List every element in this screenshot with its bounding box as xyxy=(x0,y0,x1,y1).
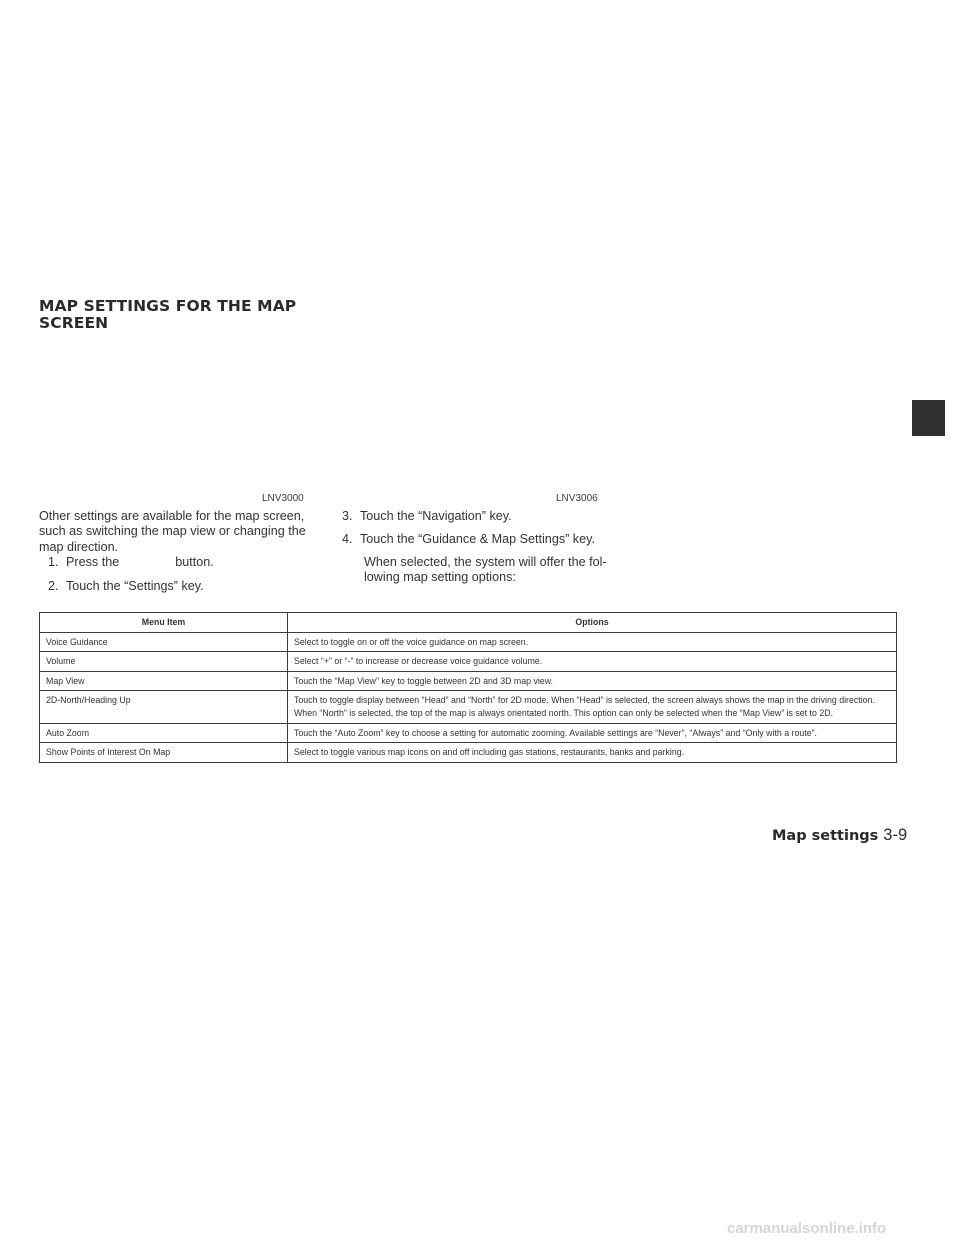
step-number: 4. xyxy=(342,532,353,547)
step-3-text: Touch the “Navigation” key. xyxy=(360,509,512,523)
menu-item-cell: Volume xyxy=(40,652,288,672)
option-cell: Touch the “Map View” key to toggle between 2D and 3D map view. xyxy=(288,671,897,691)
step-1 xyxy=(39,555,319,570)
step-2-text: Touch the “Settings” key. xyxy=(66,578,204,593)
table-row xyxy=(40,652,897,672)
footer-page-number: 3-9 xyxy=(883,826,908,844)
step-3 xyxy=(342,509,642,524)
section-heading-line-2: SCREEN xyxy=(39,314,109,332)
figure-code-right: LNV3006 xyxy=(556,493,598,504)
menu-item-cell: 2D-North/Heading Up xyxy=(40,691,288,723)
step-4-note: When selected, the system will offer the fol- lowing map setting options: xyxy=(364,554,607,585)
section-heading-line-1: MAP SETTINGS FOR THE MAP xyxy=(39,297,297,315)
column-header-options: Options xyxy=(288,613,897,633)
right-column xyxy=(342,509,642,586)
column-header-menu-item: Menu Item xyxy=(40,613,288,633)
option-cell: Touch to toggle display between “Head” and “North” for 2D mode. When “Head” is selected, the screen always shows the map in the driving direction. When “North” is selected, the top of the map is always orientated north. This option can only be selected when the “Map View” is set to 2D. xyxy=(288,691,897,723)
table-row xyxy=(40,671,897,691)
table-header-row xyxy=(40,613,897,633)
step-number: 3. xyxy=(342,509,353,523)
option-cell: Select to toggle on or off the voice guidance on map screen. xyxy=(288,632,897,652)
map-settings-table xyxy=(39,612,897,763)
table-row xyxy=(40,743,897,763)
watermark-text: carmanualsonline.info xyxy=(727,1220,887,1237)
step-4 xyxy=(342,532,642,547)
table-row xyxy=(40,691,897,723)
option-cell: Select to toggle various map icons on and off including gas stations, restaurants, banks and parking. xyxy=(288,743,897,763)
menu-item-cell: Auto Zoom xyxy=(40,723,288,743)
table-row xyxy=(40,632,897,652)
step-4-text: Touch the “Guidance & Map Settings” key. xyxy=(360,532,595,547)
page-footer xyxy=(772,826,907,845)
table-row xyxy=(40,723,897,743)
footer-section-title: Map settings xyxy=(772,828,879,844)
menu-item-cell: Voice Guidance xyxy=(40,632,288,652)
intro-paragraph: Other settings are available for the map screen, such as switching the map view or changing the map direction. xyxy=(39,509,306,554)
left-column xyxy=(39,509,319,594)
step-number: 2. xyxy=(48,578,59,593)
step-1-text-after: button. xyxy=(175,555,214,570)
option-cell: Select “+” or “-” to increase or decrease voice guidance volume. xyxy=(288,652,897,672)
figure-code-left: LNV3000 xyxy=(262,493,304,504)
option-cell: Touch the “Auto Zoom” key to choose a setting for automatic zooming. Available settings are “Never”, “Always” and “Only with a route”. xyxy=(288,723,897,743)
menu-item-cell: Map View xyxy=(40,671,288,691)
step-2 xyxy=(39,579,319,594)
menu-item-cell: Show Points of Interest On Map xyxy=(40,743,288,763)
step-number: 1. xyxy=(48,555,59,570)
step-1-text-before: Press the xyxy=(66,555,120,570)
section-heading xyxy=(39,298,339,332)
chapter-tab-marker xyxy=(912,400,945,436)
